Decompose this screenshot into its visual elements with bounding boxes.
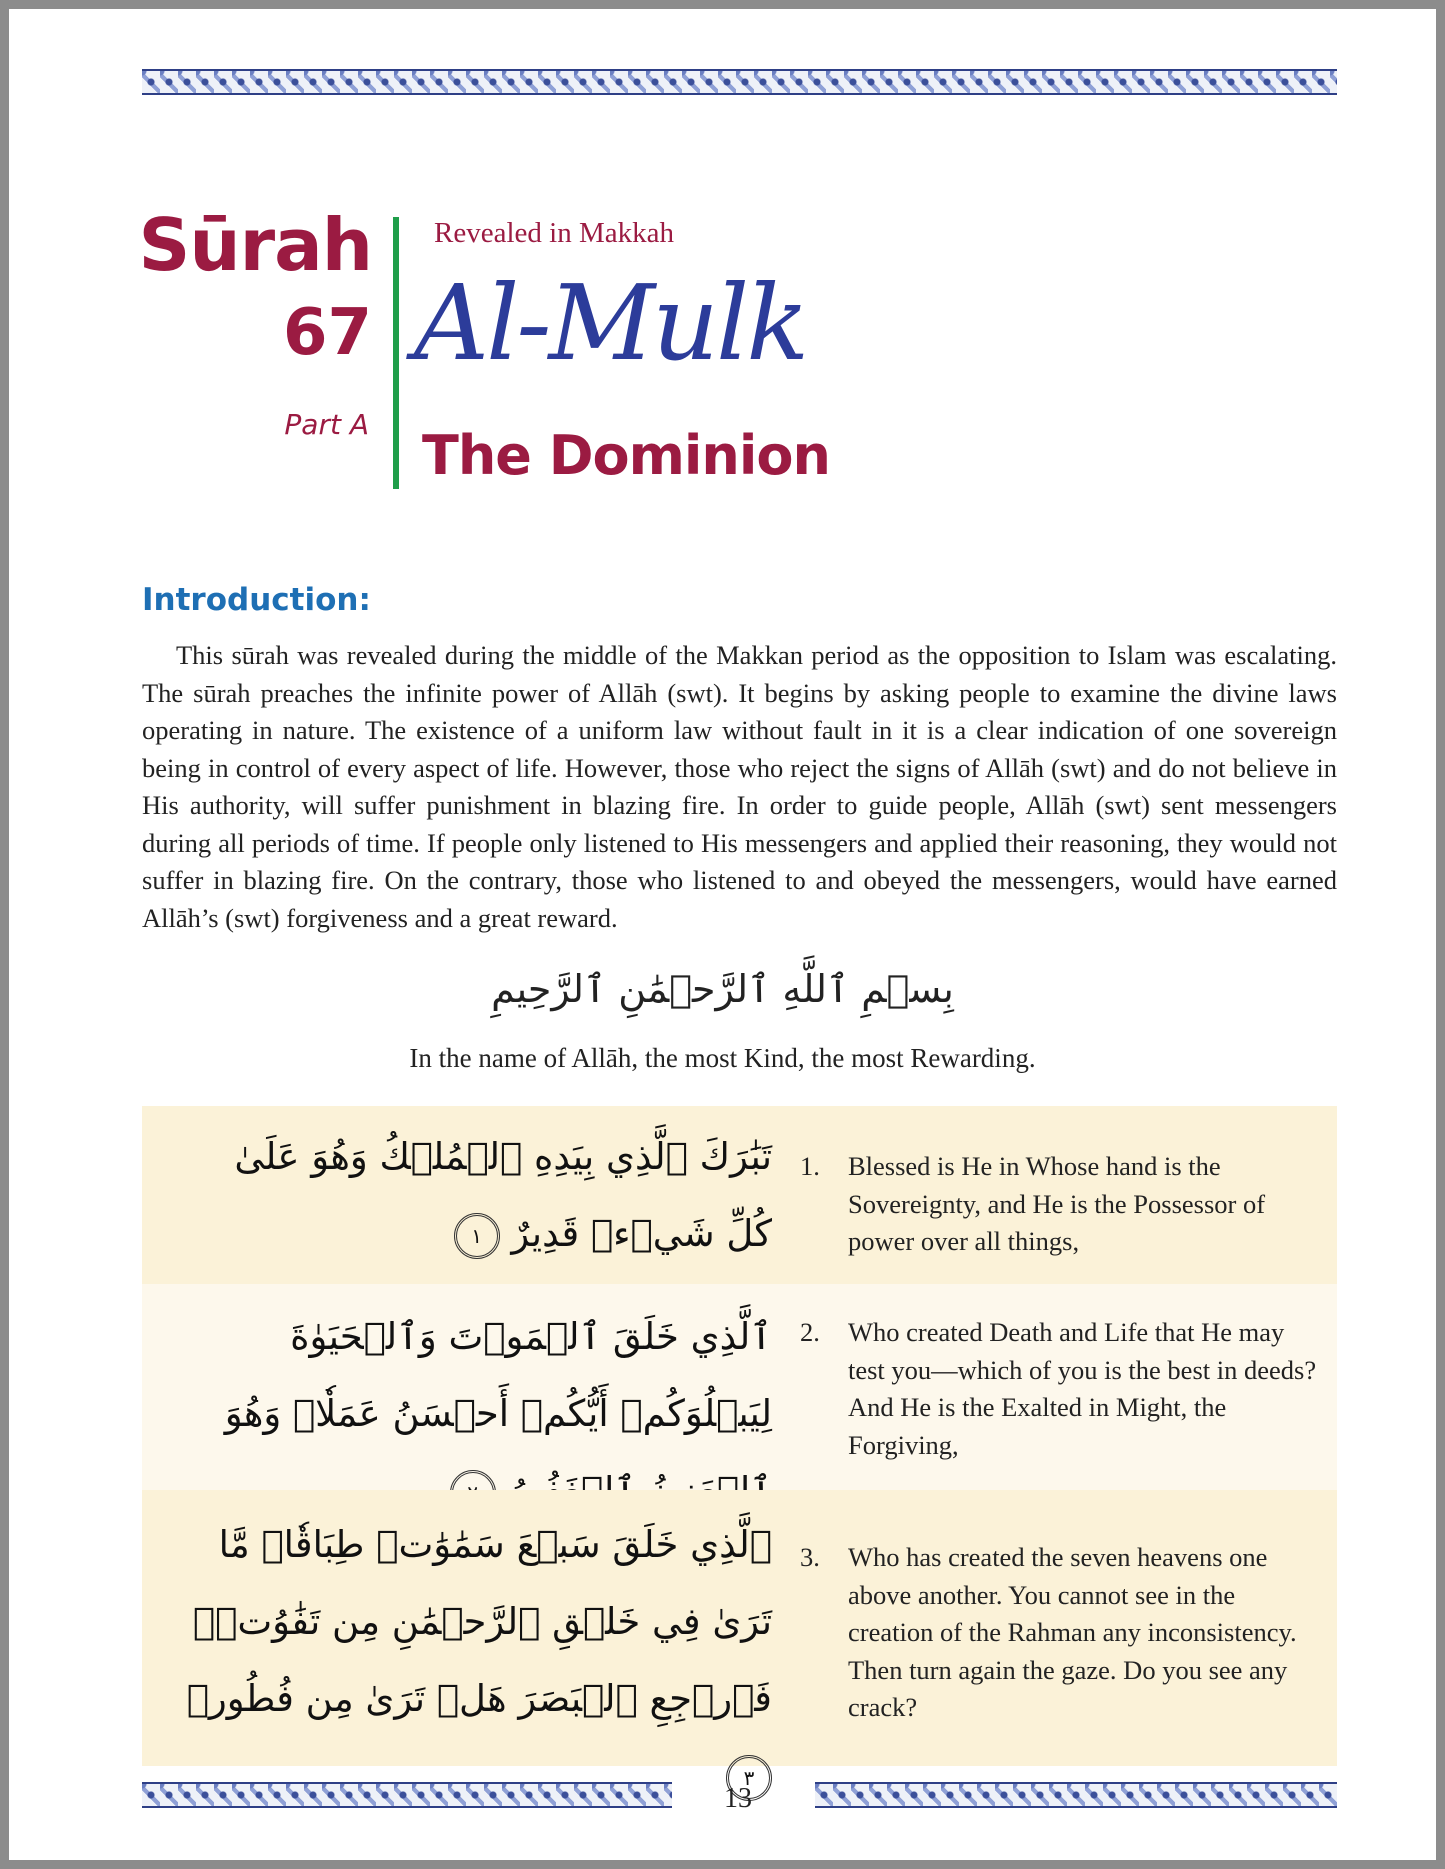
verse-row (142, 1490, 1337, 1790)
verse-row (142, 1284, 1337, 1490)
ornamental-border-bottom-right (815, 1782, 1337, 1808)
ornamental-border-bottom-left (142, 1782, 672, 1808)
bismillah-translation: In the name of Allāh, the most Kind, the most Rewarding. (409, 1043, 1036, 1073)
revealed-location: Revealed in Makkah (434, 217, 674, 249)
surah-label: Sūrah (138, 203, 372, 287)
surah-name-english: The Dominion (422, 424, 830, 487)
surah-number: 67 (282, 296, 372, 370)
ayah-end-marker: ١ (454, 1213, 500, 1259)
verse-arabic (182, 1506, 772, 1814)
verse-row (142, 1106, 1337, 1284)
ornamental-border-top (142, 69, 1337, 95)
bismillah-arabic: بِسۡمِ ٱللَّهِ ٱلرَّحۡمَٰنِ ٱلرَّحِيمِ (491, 967, 954, 1011)
introduction-body: This sūrah was revealed during the middle of the Makkan period as the opposition to Islam was escalating. The sūrah preaches the infinite power of Allāh (swt). It begins by asking people to examine the divine laws operating in nature. The existence of a uniform law without fault in it is a clear indication of one sovereign being in control of every aspect of life. However, those who reject the signs of Allāh (swt) and do not believe in His authority, will suffer punishment in blazing fire. In order to guide people, Allāh (swt) sent messengers during all periods of time. If people only listened to His messengers and applied their reasoning, they would not suffer in blazing fire. On the contrary, those who listened to and obeyed the messengers, would have earned Allāh’s (swt) forgiveness and a great reward. (142, 640, 1337, 933)
verse-arabic-text: ٱلَّذِي خَلَقَ ٱلۡمَوۡتَ وَٱلۡحَيَوٰةَ لِيَبۡلُوَكُمۡ أَيُّكُمۡ أَحۡسَنُ عَمَلٗاۚ وَهُوَ (224, 1315, 772, 1435)
verse-number: 1. (800, 1151, 820, 1181)
verse-translation: Blessed is He in Whose hand is the Sovereignty, and He is the Possessor of power over all things, (848, 1151, 1266, 1256)
verse-translation: Who created Death and Life that He may test you—which of you is the best in deeds? And He is the Exalted in Might, the Forgiving, (848, 1317, 1317, 1460)
page-number: 13 (724, 1783, 752, 1814)
verse-number: 2. (800, 1317, 820, 1347)
verse-arabic-text: تَبَٰرَكَ ٱلَّذِي بِيَدِهِ ٱلۡمُلۡكُ وَهُوَ عَلَىٰ كُلِّ شَيۡءٖ قَدِيرٌ (234, 1135, 772, 1255)
verse-arabic (182, 1118, 772, 1272)
title-divider (393, 217, 399, 489)
part-label: Part A (284, 408, 369, 441)
surah-name-transliterated: Al-Mulk (414, 262, 807, 384)
book-page (9, 9, 1436, 1860)
introduction-heading: Introduction: (142, 582, 371, 618)
verse-translation: Who has created the seven heavens one above another. You cannot see in the creation of the Rahman any inconsistency. Then turn again the gaze. Do you see any crack? (848, 1542, 1297, 1722)
ayah-end-marker: ٣ (726, 1755, 772, 1801)
verse-arabic-text: ٱلَّذِي خَلَقَ سَبۡعَ سَمَٰوَٰتٖ طِبَاقٗاۖ مَّا تَرَىٰ فِي خَلۡقِ ٱلرَّحۡمَٰنِ مِن تَفَٰوُتٖۖ فَٱرۡجِعِ ٱلۡبَصَرَ هَلۡ تَرَىٰ مِن فُطُورٖ (186, 1523, 772, 1720)
verse-number: 3. (800, 1542, 820, 1572)
